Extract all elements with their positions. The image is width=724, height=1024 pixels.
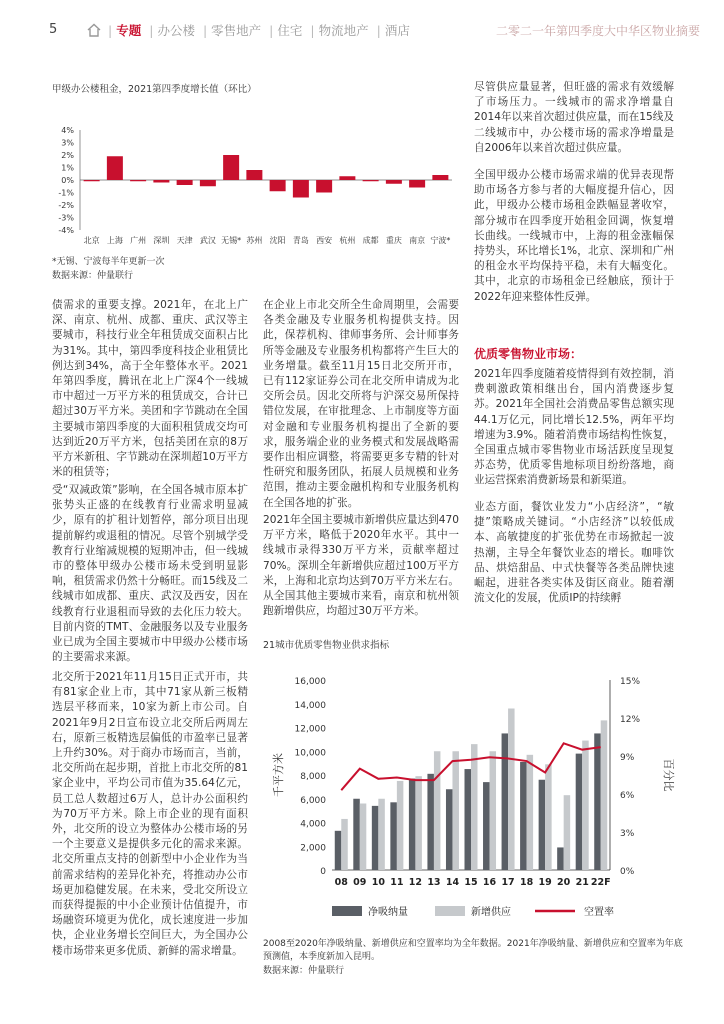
y-axis-label-left: 千平方米: [272, 753, 285, 797]
y-tick-label-left: 0: [320, 867, 326, 877]
absorption-bar-08: [335, 831, 342, 870]
y-tick-label: -3%: [58, 213, 74, 223]
y-tick-label-right: 9%: [620, 753, 635, 763]
page-number: 5: [49, 22, 58, 37]
supply-bar-12: [415, 776, 422, 870]
absorption-bar-18: [520, 762, 527, 870]
absorption-bar-13: [427, 774, 434, 870]
x-tick-label: 14: [445, 877, 460, 888]
bar-天津: [177, 180, 193, 185]
chart1-source: 数据来源：仲量联行: [52, 271, 134, 281]
absorption-bar-15: [465, 769, 472, 870]
chart2-source: 数据来源：仲量联行: [263, 966, 345, 976]
bar-成都: [363, 180, 379, 181]
legend-swatch-absorption: [332, 906, 362, 916]
nav-item-logistics[interactable]: 物流地产: [318, 23, 369, 38]
y-tick-label-left: 4,000: [300, 819, 326, 830]
y-tick-label-left: 10,000: [294, 748, 326, 759]
col2-paragraph-1: 在企业上市北交所全生命周期里，会需要各类金融及专业服务机构提供支持。因此，保荐机构、律师事务所、会计师事务所等金融及专业服务机构都将产生巨大的业务增量。截至11月15日北交所开市，已有112家证券公司在北交所申请成为北交所会员。因北交所将与沪深交易所保持错位发展，在审批理念、上市制度等方面对金融和专业服务机构提出了全新的要求，服务端企业的业务模式和发展战略需要作出相应调整，将需要更多专精的针对性研究和服务团队，拓展人员规模和业务范围，推动主要金融机构和专业服务机构在全国各地的扩张。: [263, 299, 459, 509]
y-tick-label-right: 0%: [620, 867, 635, 877]
legend-vacancy: 空置率: [584, 907, 614, 918]
nav-item-residential[interactable]: 住宅: [277, 23, 303, 38]
col3-paragraph-1: 2021年四季度随着疫情得到有效控制，消费刺激政策相继出台，国内消费逐步复苏。2021年全国社会消费品零售总额实现44.1万亿元，同比增长12.5%，两年平均增速为3.9%。随着消费市场结构性恢复，全国重点城市零售物业市场活跃度呈现复苏态势，优质零售地标项目纷纷落地，商业运营探索消费新场景和新渠道。: [474, 368, 674, 487]
col1-paragraph-3: 北交所于2021年11月15日正式开市，共有81家企业上市，其中71家从新三板精选层平移而来，10家为新上市公司。自2021年9月2日宣布设立北交所后两周左右，原新三板精选层偏低的市盈率已显著上升约30%。对于商办市场而言，当前，北交所尚在起步期，首批上市北交所的81家企业中，平均公司市值为35.64亿元，员工总人数超过6万人，总计办公面积约为70万平方米。除上市企业的现有面积外，北交所的设立为整体办公楼市场的另一个主要意义是提供多元化的需求来源。北交所重点支持的创新型中小企业作为当前需求结构的差异化补充，将推动办公市场更加稳健发展。在未来，受北交所设立而获得提振的中小企业预计估值提升，市场融资环境更为优化，成长速度进一步加快，企业业务增长空间巨大，为全国办公楼市场带来更多优质、新鲜的需求增量。: [52, 671, 248, 957]
absorption-bar-12: [409, 779, 416, 870]
retail-supply-demand-chart: [270, 662, 690, 937]
x-tick-label: 08: [334, 877, 348, 888]
x-tick-label: 10: [371, 877, 385, 888]
x-tick-label: 武汉: [199, 236, 216, 245]
x-tick-label: 重庆: [385, 236, 402, 245]
chart2-title: 21城市优质零售物业供求指标: [263, 640, 390, 651]
absorption-bar-19: [539, 780, 546, 870]
top-nav: | 专题 | 办公楼 | 零售地产 | 住宅 | 物流地产 | 酒店: [108, 23, 410, 38]
absorption-bar-16: [483, 782, 490, 870]
section-title-retail: 优质零售物业市场：: [474, 347, 583, 361]
x-tick-label: 22F: [590, 877, 611, 888]
supply-bar-18: [527, 755, 534, 870]
bar-杭州: [339, 176, 355, 180]
y-tick-label-right: 15%: [620, 677, 641, 687]
supply-bar-14: [452, 751, 459, 870]
x-tick-label: 09: [353, 877, 367, 888]
supply-bar-19: [545, 764, 552, 870]
y-axis-label-right: 百分比: [662, 758, 675, 792]
x-tick-label: 南京: [409, 236, 426, 245]
legend-supply: 新增供应: [471, 907, 511, 918]
y-tick-label: 1%: [61, 163, 74, 173]
y-tick-label-left: 8,000: [300, 772, 326, 782]
bar-北京: [84, 180, 100, 181]
x-tick-label: 19: [538, 877, 552, 888]
chart2-note: 2008至2020年净吸纳量、新增供应和空置率均为全年数据。2021年净吸纳量、新增供应和空置率为年底预测值，本季度新加入昆明。: [263, 939, 683, 962]
y-tick-label-right: 3%: [620, 829, 635, 839]
page-header: [0, 0, 724, 48]
x-tick-label: 苏州: [246, 236, 263, 245]
supply-bar-15: [471, 744, 478, 870]
supply-bar-11: [397, 781, 404, 870]
col1-paragraph-1: 债需求的重要支撑。2021年，在北上广深、南京、杭州、成都、重庆、武汉等主要城市，科技行业全年租赁成交面积占比为31%。其中，第四季度科技企业租赁比例达到34%，高于全年整体水平。2021年第四季度，腾讯在北上广深4个一线城市中超过一万平方米的租赁成交，合计已超过30万平方米。美团和字节跳动在全国主要城市第四季度的大面积租赁成交均可达到近20万平方米，包括美团在京的8万平方米新租、字节跳动在深圳超10万平方米的租赁等；: [52, 299, 248, 479]
col1-paragraph-2: 受“双减政策”影响，在全国各城市原本扩张势头正盛的在线教育行业需求明显减少，原有的扩租计划暂停，部分项目出现提前解约或退租的情况。尽管个别城学受教育行业缩减规模的短期冲击，但一线城市的整体甲级办公楼市场未受到明显影响，租赁需求仍然十分畅旺。而15线及二线城市如成都、重庆、武汉及西安，因在线教育行业退租而导致的去化压力较大。目前内资的TMT、金融服务以及专业服务业已成为全国主要城市中甲级办公楼市场的主要需求来源。: [52, 484, 248, 664]
x-tick-label: 20: [557, 877, 571, 888]
y-tick-label: -1%: [58, 188, 74, 198]
y-tick-label-right: 12%: [620, 715, 641, 725]
y-tick-label: -2%: [58, 201, 74, 210]
x-tick-label: 成都: [362, 236, 379, 245]
y-tick-label-left: 16,000: [294, 677, 326, 687]
x-tick-label: 上海: [106, 236, 123, 245]
supply-bar-22F: [601, 720, 608, 870]
absorption-bar-14: [446, 789, 453, 870]
x-tick-label: 12: [408, 877, 423, 888]
rent-growth-chart: [50, 122, 460, 272]
absorption-bar-20: [557, 847, 564, 870]
bar-上海: [107, 156, 123, 180]
supply-bar-09: [360, 804, 367, 871]
bar-无锡*: [223, 155, 239, 180]
absorption-bar-17: [502, 733, 509, 870]
x-tick-label: 18: [519, 877, 534, 888]
absorption-bar-21: [576, 754, 583, 870]
y-tick-label: -4%: [58, 226, 74, 235]
col2-paragraph-2: 2021年全国主要城市新增供应量达到470万平方米，略低于2020年水平。其中一线城市录得330万平方米，贡献率超过70%。深圳全年新增供应超过100万平方米，上海和北京均达到70万平方米左右。从全国其他主要城市来看，南京和杭州领跑新增供应，均超过30万平方米。: [263, 514, 459, 618]
x-tick-label: 21: [575, 877, 589, 888]
x-tick-label: 17: [501, 877, 515, 888]
absorption-bar-09: [353, 799, 360, 870]
bar-广州: [130, 180, 146, 181]
y-tick-label-left: 12,000: [294, 724, 326, 735]
x-tick-label: 青岛: [292, 236, 309, 245]
x-tick-label: 16: [482, 877, 497, 888]
x-tick-label: 15: [464, 877, 478, 888]
x-tick-label: 沈阳: [269, 236, 286, 245]
y-tick-label-right: 6%: [620, 791, 635, 801]
y-tick-label-left: 14,000: [294, 700, 326, 711]
legend-swatch-supply: [435, 906, 465, 916]
y-tick-label: 0%: [61, 176, 74, 185]
bar-宁波*: [432, 175, 448, 180]
x-tick-label: 11: [390, 877, 404, 888]
supply-bar-20: [564, 795, 571, 870]
bar-重庆: [386, 180, 402, 184]
y-tick-label: 2%: [61, 151, 74, 160]
bar-深圳: [153, 180, 169, 183]
chart1-title: 甲级办公楼租金，2021第四季度增长值（环比）: [52, 84, 257, 95]
right-top-paragraph-2: 全国甲级办公楼市场需求端的优异表现帮助市场各方参与者的大幅度提升信心，因此，甲级办公楼市场租金跌幅显著收窄，部分城市在四季度开始租金回调，恢复增长曲线。一线城市中，上海的租金涨幅保持势头，环比增长1%，北京、深圳和广州的租金水平均保持平稳，未有大幅变化。其中，北京的市场租金已经触底，预计于2022年迎来整体性反弹。: [474, 169, 674, 303]
absorption-bar-11: [390, 802, 397, 870]
bar-南京: [409, 180, 425, 188]
y-tick-label: 3%: [61, 138, 74, 148]
x-tick-label: 无锡*: [221, 236, 242, 245]
x-tick-label: 西安: [316, 236, 333, 245]
nav-item-active[interactable]: 专题: [116, 23, 142, 38]
supply-bar-16: [490, 751, 497, 870]
y-tick-label: 4%: [61, 126, 74, 135]
x-tick-label: 北京: [83, 236, 100, 245]
bar-西安: [316, 180, 332, 193]
supply-bar-13: [434, 751, 441, 870]
bar-沈阳: [270, 180, 286, 191]
nav-item-hotel[interactable]: 酒店: [384, 23, 410, 38]
x-tick-label: 深圳: [153, 236, 170, 245]
absorption-bar-10: [372, 806, 379, 870]
chart1-footnote: *无锡、宁波每半年更新一次: [52, 257, 165, 267]
supply-bar-17: [508, 709, 515, 871]
x-tick-label: 13: [427, 877, 441, 888]
y-tick-label-left: 2,000: [300, 843, 326, 854]
x-tick-label: 广州: [130, 236, 147, 245]
bar-苏州: [246, 170, 262, 180]
nav-item-office[interactable]: 办公楼: [157, 23, 195, 38]
absorption-bar-22F: [594, 733, 601, 870]
right-top-paragraph-1: 尽管供应量显著，但旺盛的需求有效缓解了市场压力。一线城市的需求净增量自2014年以来首次超过供应量，而在15线及二线城市中，办公楼市场的需求净增量是自2006年以来首次超过供应量。: [474, 81, 674, 154]
supply-bar-10: [378, 799, 385, 870]
supply-bar-08: [341, 819, 348, 870]
supply-bar-21: [582, 741, 589, 870]
col3-paragraph-2: 业态方面，餐饮业发力“小店经济”，“敏捷”策略成关键词。“小店经济”以较低成本、高敏捷度的扩张优势在市场掀起一波热潮，主导全年餐饮业态的增长。咖啡饮品、烘焙甜品、中式快餐等各类品牌快速崛起，进驻各类实体及街区商业。随着潮流文化的发展，优质IP的持续孵: [474, 501, 674, 605]
y-tick-label-left: 6,000: [300, 795, 326, 806]
x-tick-label: 杭州: [339, 236, 356, 245]
home-icon[interactable]: [86, 22, 102, 38]
nav-item-retail[interactable]: 零售地产: [211, 23, 262, 38]
report-title: 二零二一年第四季度大中华区物业摘要: [495, 24, 700, 38]
bar-青岛: [293, 180, 309, 198]
x-tick-label: 宁波*: [430, 236, 451, 245]
bar-武汉: [200, 180, 216, 186]
legend-absorption: 净吸纳量: [368, 907, 408, 918]
x-tick-label: 天津: [176, 236, 193, 245]
